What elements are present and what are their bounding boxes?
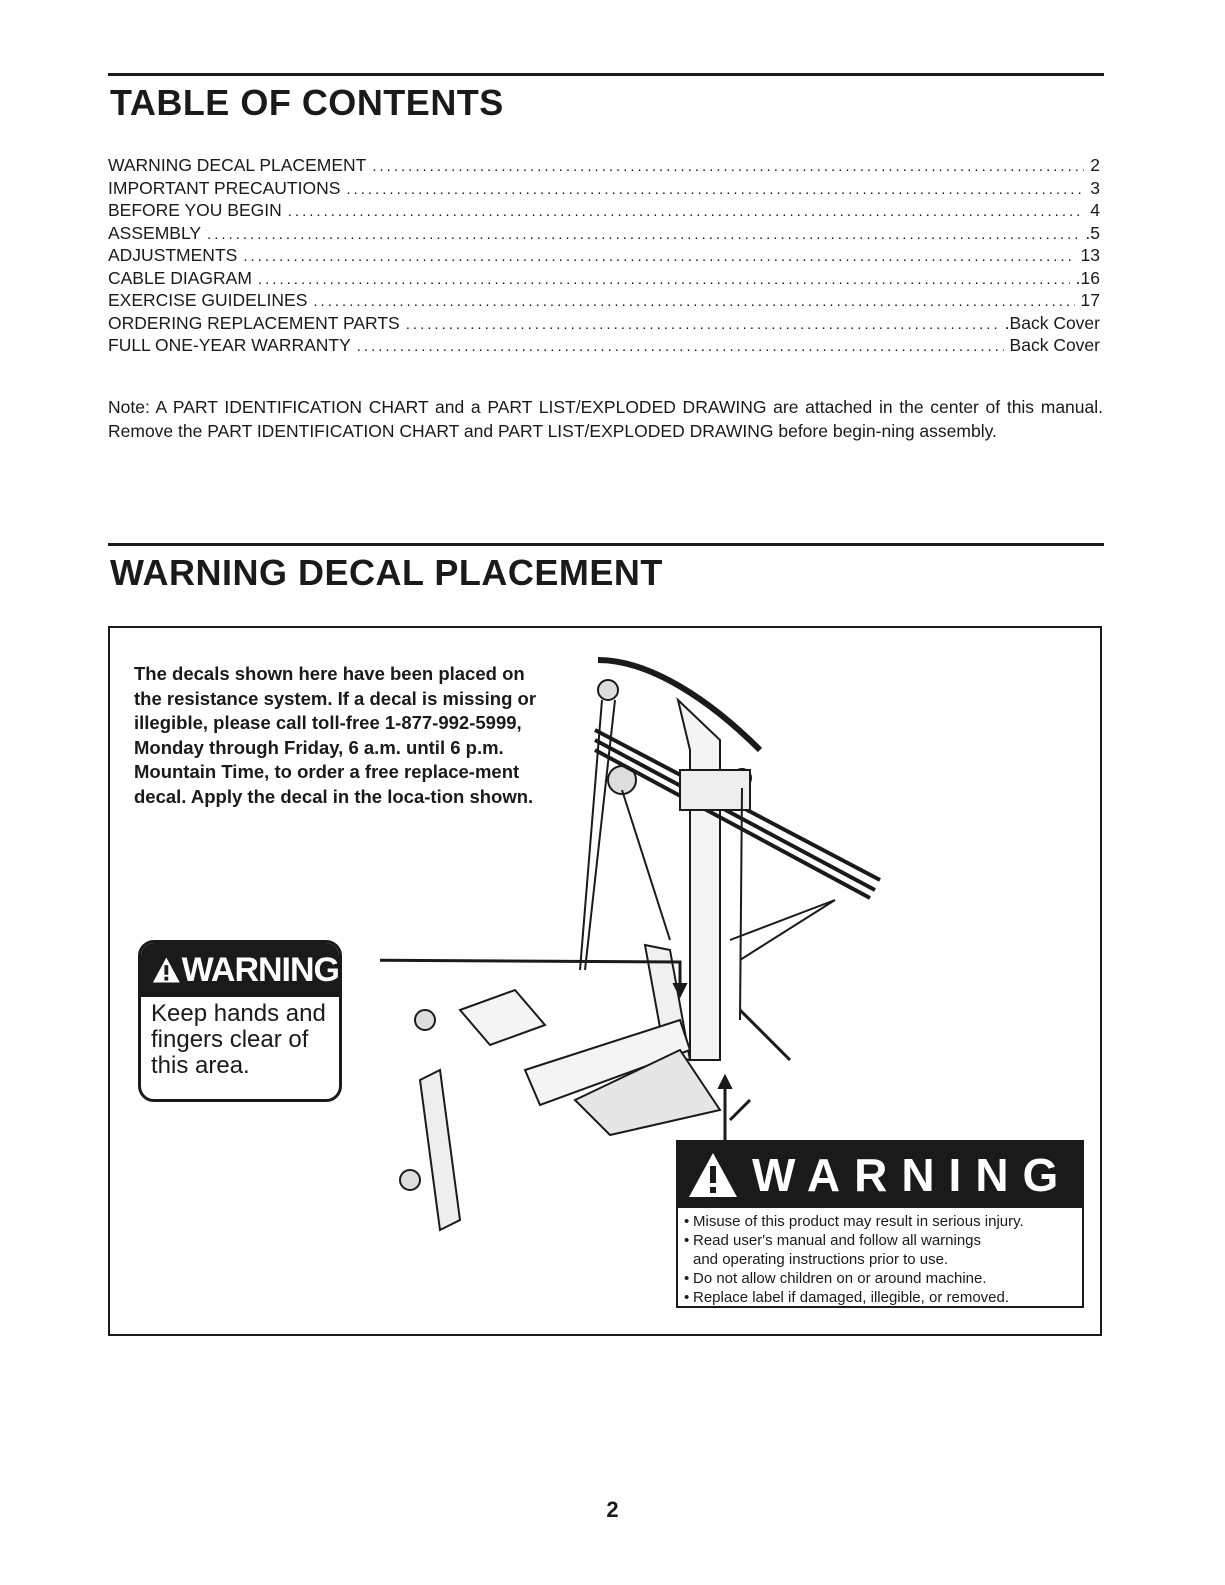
list-item-continuation: and operating instructions prior to use.: [693, 1251, 949, 1268]
warning-triangle-icon: [686, 1150, 740, 1200]
small-decal-line: fingers clear of: [151, 1026, 309, 1053]
toc-entry-title: BEFORE YOU BEGIN: [108, 200, 282, 220]
page-number: 2: [606, 1497, 619, 1522]
toc-entry: [108, 222, 1100, 245]
small-decal-line: this area.: [151, 1052, 250, 1079]
warning-triangle-icon: [151, 955, 182, 985]
toc-entry-page: 13: [1080, 245, 1100, 265]
toc-entry-page: 4: [1090, 200, 1100, 220]
toc-entry: [108, 154, 1100, 177]
toc-leader-dots: [406, 314, 999, 337]
toc-entry: [108, 334, 1100, 357]
list-item: • Do not allow children on or around machine.: [684, 1270, 987, 1287]
toc-entry-page: Back Cover: [1009, 335, 1100, 355]
small-warning-decal: [138, 940, 342, 1102]
toc-leader-dots: [346, 179, 1084, 202]
toc-entry-title: ADJUSTMENTS: [108, 245, 238, 265]
large-warning-decal: [676, 1140, 1084, 1308]
toc-entry-page: .5: [1085, 222, 1100, 243]
small-decal-line: Keep hands and: [151, 1000, 326, 1027]
toc-entry-page: .16: [1075, 267, 1100, 288]
toc-note: Note: A PART IDENTIFICATION CHART and a PART LIST/EXPLODED DRAWING are attached in the center of this manual. Remove the PART IDENTIFICATION CHART and PART LIST/EXPLODED DRAWING before begin-ning assembly.: [108, 397, 1103, 441]
toc-leader-dots: [288, 201, 1085, 224]
toc-top-rule: [108, 73, 1104, 76]
toc-leader-dots: [258, 269, 1070, 292]
large-decal-header: [678, 1142, 1082, 1208]
toc-entry-page: .Back Cover: [1004, 312, 1100, 333]
toc-entry-title: ASSEMBLY: [108, 222, 202, 243]
toc-entry: [108, 267, 1100, 290]
toc-entry-title: ORDERING REPLACEMENT PARTS: [108, 312, 400, 333]
toc-entry-title: EXERCISE GUIDELINES: [108, 290, 308, 310]
toc-leader-dots: [243, 246, 1074, 269]
list-item: • Read user's manual and follow all warnings: [684, 1232, 982, 1249]
small-decal-title: WARNING: [181, 950, 339, 989]
large-decal-bullets: [678, 1212, 1082, 1307]
toc-entry-page: 17: [1080, 290, 1100, 310]
toc-entry-title: CABLE DIAGRAM: [108, 267, 252, 288]
toc-entry-title: FULL ONE-YEAR WARRANTY: [108, 335, 351, 355]
toc-entry: [108, 244, 1100, 267]
list-item: • Replace label if damaged, illegible, or removed.: [684, 1289, 1010, 1306]
decal-heading: WARNING DECAL PLACEMENT: [110, 552, 663, 593]
toc-leader-dots: [357, 336, 1004, 359]
toc-entry-title: IMPORTANT PRECAUTIONS: [108, 177, 341, 198]
toc-entry: [108, 199, 1100, 222]
decal-top-rule: [108, 543, 1104, 546]
toc-entry: [108, 312, 1100, 335]
toc-heading: TABLE OF CONTENTS: [110, 82, 504, 123]
toc-entry-page: 3: [1090, 177, 1100, 198]
toc-leader-dots: [207, 224, 1079, 247]
toc-entry: [108, 289, 1100, 312]
toc-leader-dots: [313, 291, 1074, 314]
toc-entry-title: WARNING DECAL PLACEMENT: [108, 155, 367, 175]
toc-entry-page: 2: [1090, 155, 1100, 175]
list-item: • Misuse of this product may result in serious injury.: [684, 1213, 1024, 1230]
decal-instructions: The decals shown here have been placed on the resistance system. If a decal is missing or illegible, please call toll-free 1-877-992-5999, Monday through Friday, 6 a.m. until 6 p.m. Mountain Time, to order a free replace-ment decal. Apply the decal in the loca-tion shown.: [134, 663, 537, 807]
large-decal-title: WARNING: [752, 1149, 1073, 1201]
toc-leader-dots: [372, 156, 1084, 179]
toc-entry: [108, 177, 1100, 200]
toc-list: [108, 154, 1100, 357]
small-decal-header: [141, 943, 339, 997]
